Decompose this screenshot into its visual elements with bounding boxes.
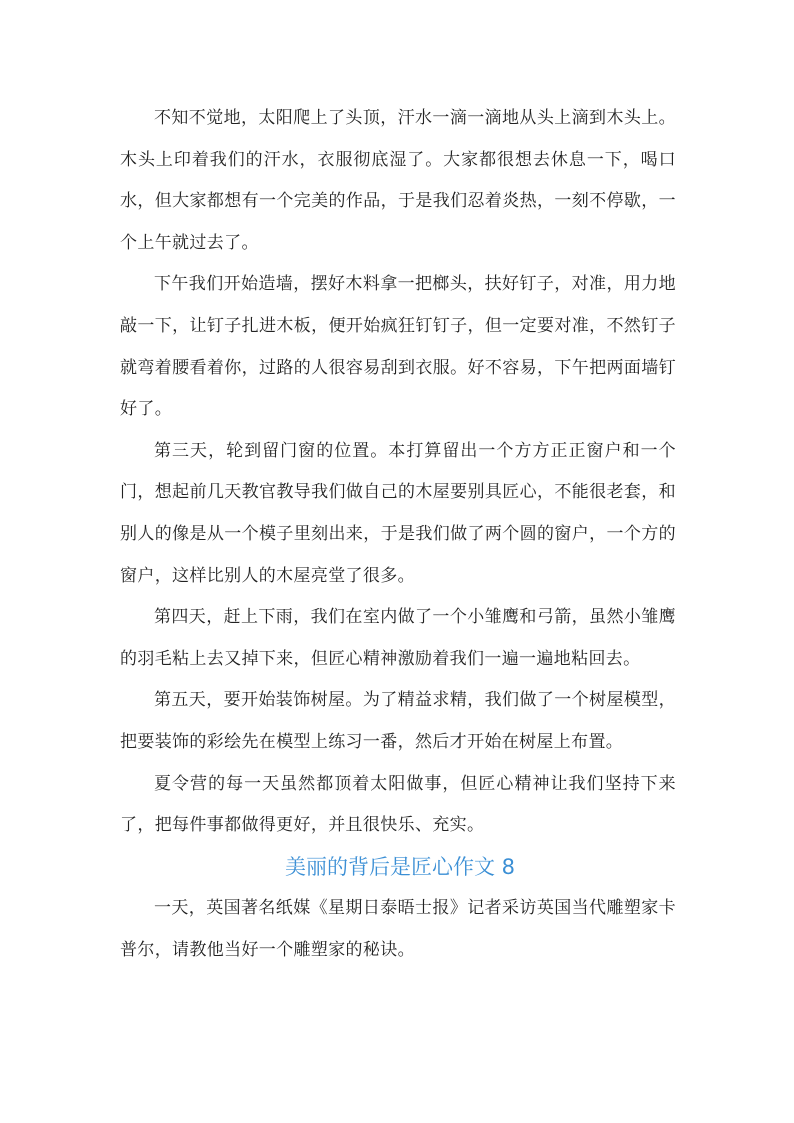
paragraph-day-five: 第五天，要开始装饰树屋。为了精益求精，我们做了一个树屋模型，把要装饰的彩绘先在模型上练习一番，然后才开始在树屋上布置。 bbox=[120, 690, 676, 752]
paragraph-morning: 不知不觉地，太阳爬上了头顶，汗水一滴一滴地从头上滴到木头上。木头上印着我们的汗水，衣服彻底湿了。大家都很想去休息一下，喝口水，但大家都想有一个完美的作品，于是我们忍着炎热，一刻不停歇，一个上午就过去了。 bbox=[120, 108, 676, 253]
paragraph-interview: 一天，英国著名纸媒《星期日泰晤士报》记者采访英国当代雕塑家卡普尔，请教他当好一个雕塑家的秘诀。 bbox=[120, 898, 676, 960]
paragraph-day-three: 第三天，轮到留门窗的位置。本打算留出一个方方正正窗户和一个门，想起前几天教官教导我们做自己的木屋要别具匠心，不能很老套，和别人的像是从一个模子里刻出来，于是我们做了两个圆的窗户，一个方的窗户，这样比别人的木屋亮堂了很多。 bbox=[120, 440, 676, 586]
document-body bbox=[120, 98, 676, 971]
paragraph-conclusion: 夏令营的每一天虽然都顶着太阳做事，但匠心精神让我们坚持下来了，把每件事都做得更好，并且很快乐、充实。 bbox=[120, 773, 676, 836]
paragraph-afternoon: 下午我们开始造墙，摆好木料拿一把榔头，扶好钉子，对准，用力地敲一下，让钉子扎进木板，便开始疯狂钉钉子，但一定要对准，不然钉子就弯着腰看着你，过路的人很容易刮到衣服。好不容易，下午把两面墙钉好了。 bbox=[120, 274, 676, 420]
section-heading: 美丽的背后是匠心作文 8 bbox=[284, 854, 516, 879]
paragraph-day-four: 第四天，赶上下雨，我们在室内做了一个小雏鹰和弓箭，虽然小雏鹰的羽毛粘上去又掉下来，但匠心精神激励着我们一遍一遍地粘回去。 bbox=[120, 607, 676, 669]
